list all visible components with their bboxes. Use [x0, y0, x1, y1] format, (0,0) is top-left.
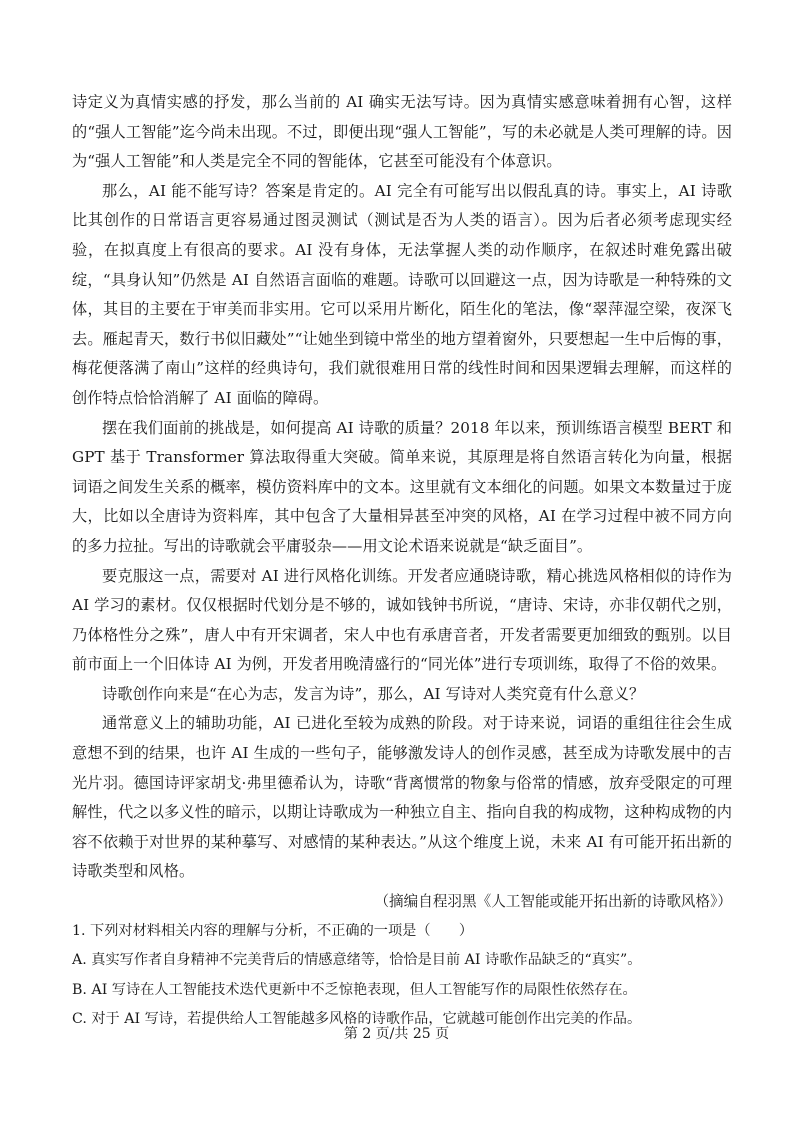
paragraph-1: 诗定义为真情实感的抒发，那么当前的 AI 确实无法写诗。因为真情实感意味着拥有心智，这样的“强人工智能”迄今尚未出现。不过，即便出现“强人工智能”，写的未必就是人类可理解的诗。因为“强人工智能”和人类是完全不同的智能体，它甚至可能没有个体意识。 [72, 93, 732, 171]
paragraph-4: 要克服这一点，需要对 AI 进行风格化训练。开发者应通晓诗歌，精心挑选风格相似的诗作为 AI 学习的素材。仅仅根据时代划分是不够的，诚如钱钟书所说，“唐诗、宋诗，亦非仅朝代之别，乃体格性分之殊”，唐人中有开宋调者，宋人中也有承唐音者，开发者需要更加细致的甄别。以目前市面上一个旧体诗 AI 为例，开发者用晚清盛行的“同光体”进行专项训练，取得了不俗的效果。 [72, 566, 732, 674]
paragraph-5: 诗歌创作向来是“在心为志，发言为诗”，那么，AI 写诗对人类究竟有什么意义？ [102, 684, 645, 703]
source-citation: （摘编自程羽黑《人工智能或能开拓出新的诗歌风格》） [374, 893, 732, 911]
question-option-b: B. AI 写诗在人工智能技术迭代更新中不乏惊艳表现，但人工智能写作的局限性依然存在。 [72, 981, 637, 998]
question-option-a: A. 真实写作者自身精神不完美背后的情感意绪等，恰恰是目前 AI 诗歌作品缺乏的“真实”。 [72, 952, 642, 969]
paragraph-2: 那么，AI 能不能写诗？答案是肯定的。AI 完全有可能写出以假乱真的诗。事实上，AI 诗歌比其创作的日常语言更容易通过图灵测试（测试是否为人类的语言）。因为后者必须考虑现实经验，在拟真度上有很高的要求。AI 没有身体，无法掌握人类的动作顺序，在叙述时难免露出破绽，“具身认知”仍然是 AI 自然语言面临的难题。诗歌可以回避这一点，因为诗歌是一种特殊的文体，其目的主要在于审美而非实用。它可以采用片断化，陌生化的笔法，像“翠萍湿空梁，夜深飞去。雁起青天，数行书似旧藏处”“让她坐到镜中常坐的地方望着窗外，只要想起一生中后悔的事，梅花便落满了南山”这样的经典诗句，我们就很难用日常的线性时间和因果逻辑去理解，而这样的创作特点恰恰消解了 AI 面临的障碍。 [72, 181, 732, 407]
page-number-footer: 第 2 页/共 25 页 [343, 1026, 450, 1042]
document-body [72, 88, 732, 1035]
question-option-c: C. 对于 AI 写诗，若提供给人工智能越多风格的诗歌作品，它就越可能创作出完美的作品。 [72, 1011, 642, 1028]
paragraph-3: 摆在我们面前的挑战是，如何提高 AI 诗歌的质量？2018 年以来，预训练语言模型 BERT 和 GPT 基于 Transformer 算法取得重大突破。简单来说，其原理是将自然语言转化为向量，根据词语之间发生关系的概率，模仿资料库中的文本。这里就有文本细化的问题。如果文本数量过于庞大，比如以全唐诗为资料库，其中包含了大量相异甚至冲突的风格，AI 在学习过程中被不同方向的多力拉扯。写出的诗歌就会平庸驳杂——用文论术语来说就是“缺乏面目”。 [72, 418, 732, 555]
paragraph-6: 通常意义上的辅助功能，AI 已进化至较为成熟的阶段。对于诗来说，词语的重组往往会生成意想不到的结果，也许 AI 生成的一些句子，能够激发诗人的创作灵感，甚至成为诗歌发展中的吉光片羽。德国诗评家胡戈·弗里德希认为，诗歌“背离惯常的物象与俗常的情感，放弃受限定的可理解性，代之以多义性的暗示，以期让诗歌成为一种独立自主、指向自我的构成物，这种构成物的内容不依赖于对世界的某种摹写、对感情的某种表达。”从这个维度上说，未来 AI 有可能开拓出新的诗歌类型和风格。 [72, 714, 732, 881]
question-stem: 1. 下列对材料相关内容的理解与分析，不正确的一项是（ ） [72, 922, 474, 939]
